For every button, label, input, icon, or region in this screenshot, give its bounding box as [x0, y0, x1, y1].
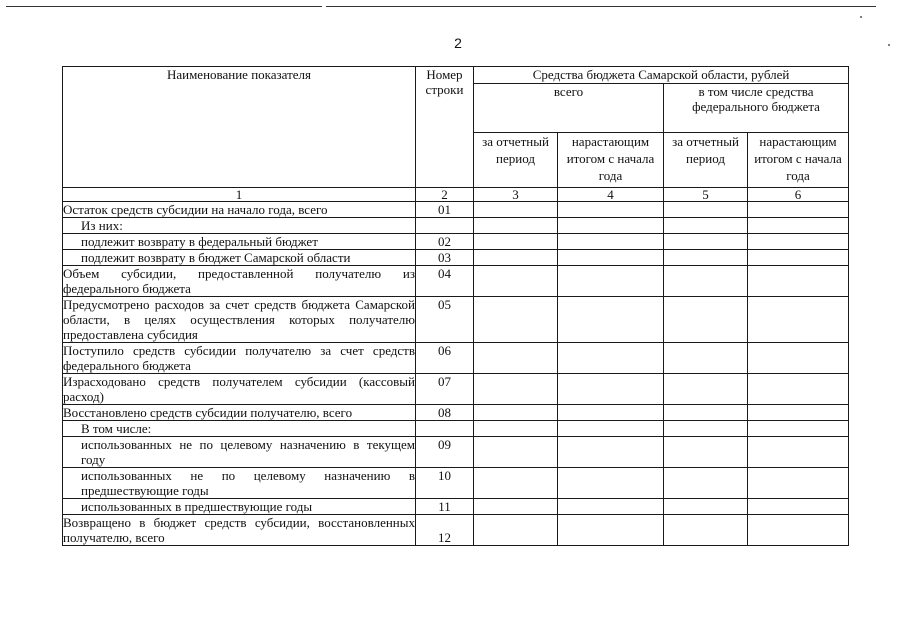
value-cell [664, 234, 748, 250]
value-cell [558, 202, 664, 218]
value-cell [558, 499, 664, 515]
row-number [416, 421, 474, 437]
value-cell [748, 374, 849, 405]
table-row [63, 297, 849, 343]
column-number: 1 [63, 188, 416, 202]
row-number: 02 [416, 234, 474, 250]
value-cell [748, 218, 849, 234]
column-number: 6 [748, 188, 849, 202]
header-total-cumulative: нарастающим итогом с начала года [558, 133, 664, 188]
value-cell [558, 234, 664, 250]
table-row [63, 405, 849, 421]
column-number: 4 [558, 188, 664, 202]
table-row [63, 218, 849, 234]
value-cell [748, 515, 849, 546]
indicator-name: Остаток средств субсидии на начало года, всего [63, 202, 416, 218]
header-budget-funds: Средства бюджета Самарской области, рублей [474, 67, 849, 84]
table-row [63, 374, 849, 405]
table-row [63, 515, 849, 546]
value-cell [558, 297, 664, 343]
value-cell [474, 405, 558, 421]
subsidy-report-table [62, 66, 849, 546]
value-cell [664, 250, 748, 266]
row-number: 09 [416, 437, 474, 468]
table-row [63, 437, 849, 468]
value-cell [474, 437, 558, 468]
value-cell [664, 202, 748, 218]
value-cell [558, 374, 664, 405]
value-cell [474, 266, 558, 297]
column-number: 2 [416, 188, 474, 202]
indicator-name: Возвращено в бюджет средств субсидии, восстановленных получателю, всего [63, 515, 415, 545]
indicator-name: Поступило средств субсидии получателю за счет средств федерального бюджета [63, 343, 415, 373]
top-scan-rule-gap [322, 4, 326, 9]
value-cell [664, 374, 748, 405]
value-cell [558, 468, 664, 499]
indicator-name: Предусмотрено расходов за счет средств бюджета Самарской области, в целях осуществления которых получателю предоставлена субсидия [63, 297, 415, 342]
value-cell [748, 499, 849, 515]
table-row [63, 499, 849, 515]
value-cell [558, 343, 664, 374]
row-number: 03 [416, 250, 474, 266]
row-number [416, 218, 474, 234]
indicator-name: использованных не по целевому назначению в текущем году [63, 437, 416, 468]
value-cell [474, 250, 558, 266]
indicator-name: Восстановлено средств субсидии получателю, всего [63, 405, 416, 421]
top-scan-rule [6, 6, 876, 7]
header-indicator-name: Наименование показателя [63, 67, 416, 188]
row-number: 04 [416, 266, 474, 297]
value-cell [558, 405, 664, 421]
row-number: 05 [416, 297, 474, 343]
value-cell [664, 499, 748, 515]
value-cell [558, 421, 664, 437]
header-federal-period: за отчетный период [664, 133, 748, 188]
value-cell [474, 515, 558, 546]
scan-speck [860, 16, 862, 18]
value-cell [748, 468, 849, 499]
indicator-name: В том числе: [63, 421, 416, 437]
value-cell [748, 250, 849, 266]
table-row [63, 266, 849, 297]
value-cell [474, 421, 558, 437]
value-cell [748, 421, 849, 437]
row-number: 12 [416, 515, 474, 546]
table-row [63, 343, 849, 374]
value-cell [748, 266, 849, 297]
row-number: 11 [416, 499, 474, 515]
row-number: 08 [416, 405, 474, 421]
value-cell [748, 437, 849, 468]
indicator-name: подлежит возврату в бюджет Самарской области [63, 250, 416, 266]
scan-speck [888, 44, 890, 46]
table-row [63, 234, 849, 250]
value-cell [664, 468, 748, 499]
value-cell [664, 266, 748, 297]
indicator-name: Израсходовано средств получателем субсидии (кассовый расход) [63, 374, 415, 404]
header-total: всего [474, 84, 664, 133]
indicator-name: Объем субсидии, предоставленной получателю из федерального бюджета [63, 266, 415, 296]
row-number: 06 [416, 343, 474, 374]
value-cell [748, 297, 849, 343]
value-cell [664, 218, 748, 234]
value-cell [664, 297, 748, 343]
indicator-name: использованных не по целевому назначению в предшествующие годы [63, 468, 416, 499]
row-number: 10 [416, 468, 474, 499]
indicator-name: Из них: [63, 218, 416, 234]
header-total-period: за отчетный период [474, 133, 558, 188]
indicator-name: подлежит возврату в федеральный бюджет [63, 234, 416, 250]
value-cell [748, 234, 849, 250]
value-cell [474, 297, 558, 343]
column-number: 3 [474, 188, 558, 202]
value-cell [558, 266, 664, 297]
value-cell [748, 405, 849, 421]
value-cell [664, 405, 748, 421]
header-federal-funds: в том числе средства федерального бюджета [664, 84, 849, 133]
table-row [63, 202, 849, 218]
value-cell [474, 374, 558, 405]
value-cell [748, 343, 849, 374]
value-cell [664, 437, 748, 468]
value-cell [664, 515, 748, 546]
row-number: 01 [416, 202, 474, 218]
table-row [63, 468, 849, 499]
value-cell [558, 250, 664, 266]
value-cell [474, 234, 558, 250]
value-cell [558, 515, 664, 546]
header-row-number: Номер строки [416, 67, 474, 188]
row-number: 07 [416, 374, 474, 405]
value-cell [474, 218, 558, 234]
value-cell [748, 202, 849, 218]
value-cell [558, 437, 664, 468]
table-row [63, 250, 849, 266]
page-number: 2 [454, 35, 462, 51]
column-number: 5 [664, 188, 748, 202]
value-cell [474, 343, 558, 374]
value-cell [664, 343, 748, 374]
value-cell [558, 218, 664, 234]
table-row [63, 421, 849, 437]
value-cell [474, 499, 558, 515]
indicator-name: использованных в предшествующие годы [63, 499, 416, 515]
value-cell [664, 421, 748, 437]
value-cell [474, 202, 558, 218]
value-cell [474, 468, 558, 499]
header-federal-cumulative: нарастающим итогом с начала года [748, 133, 849, 188]
